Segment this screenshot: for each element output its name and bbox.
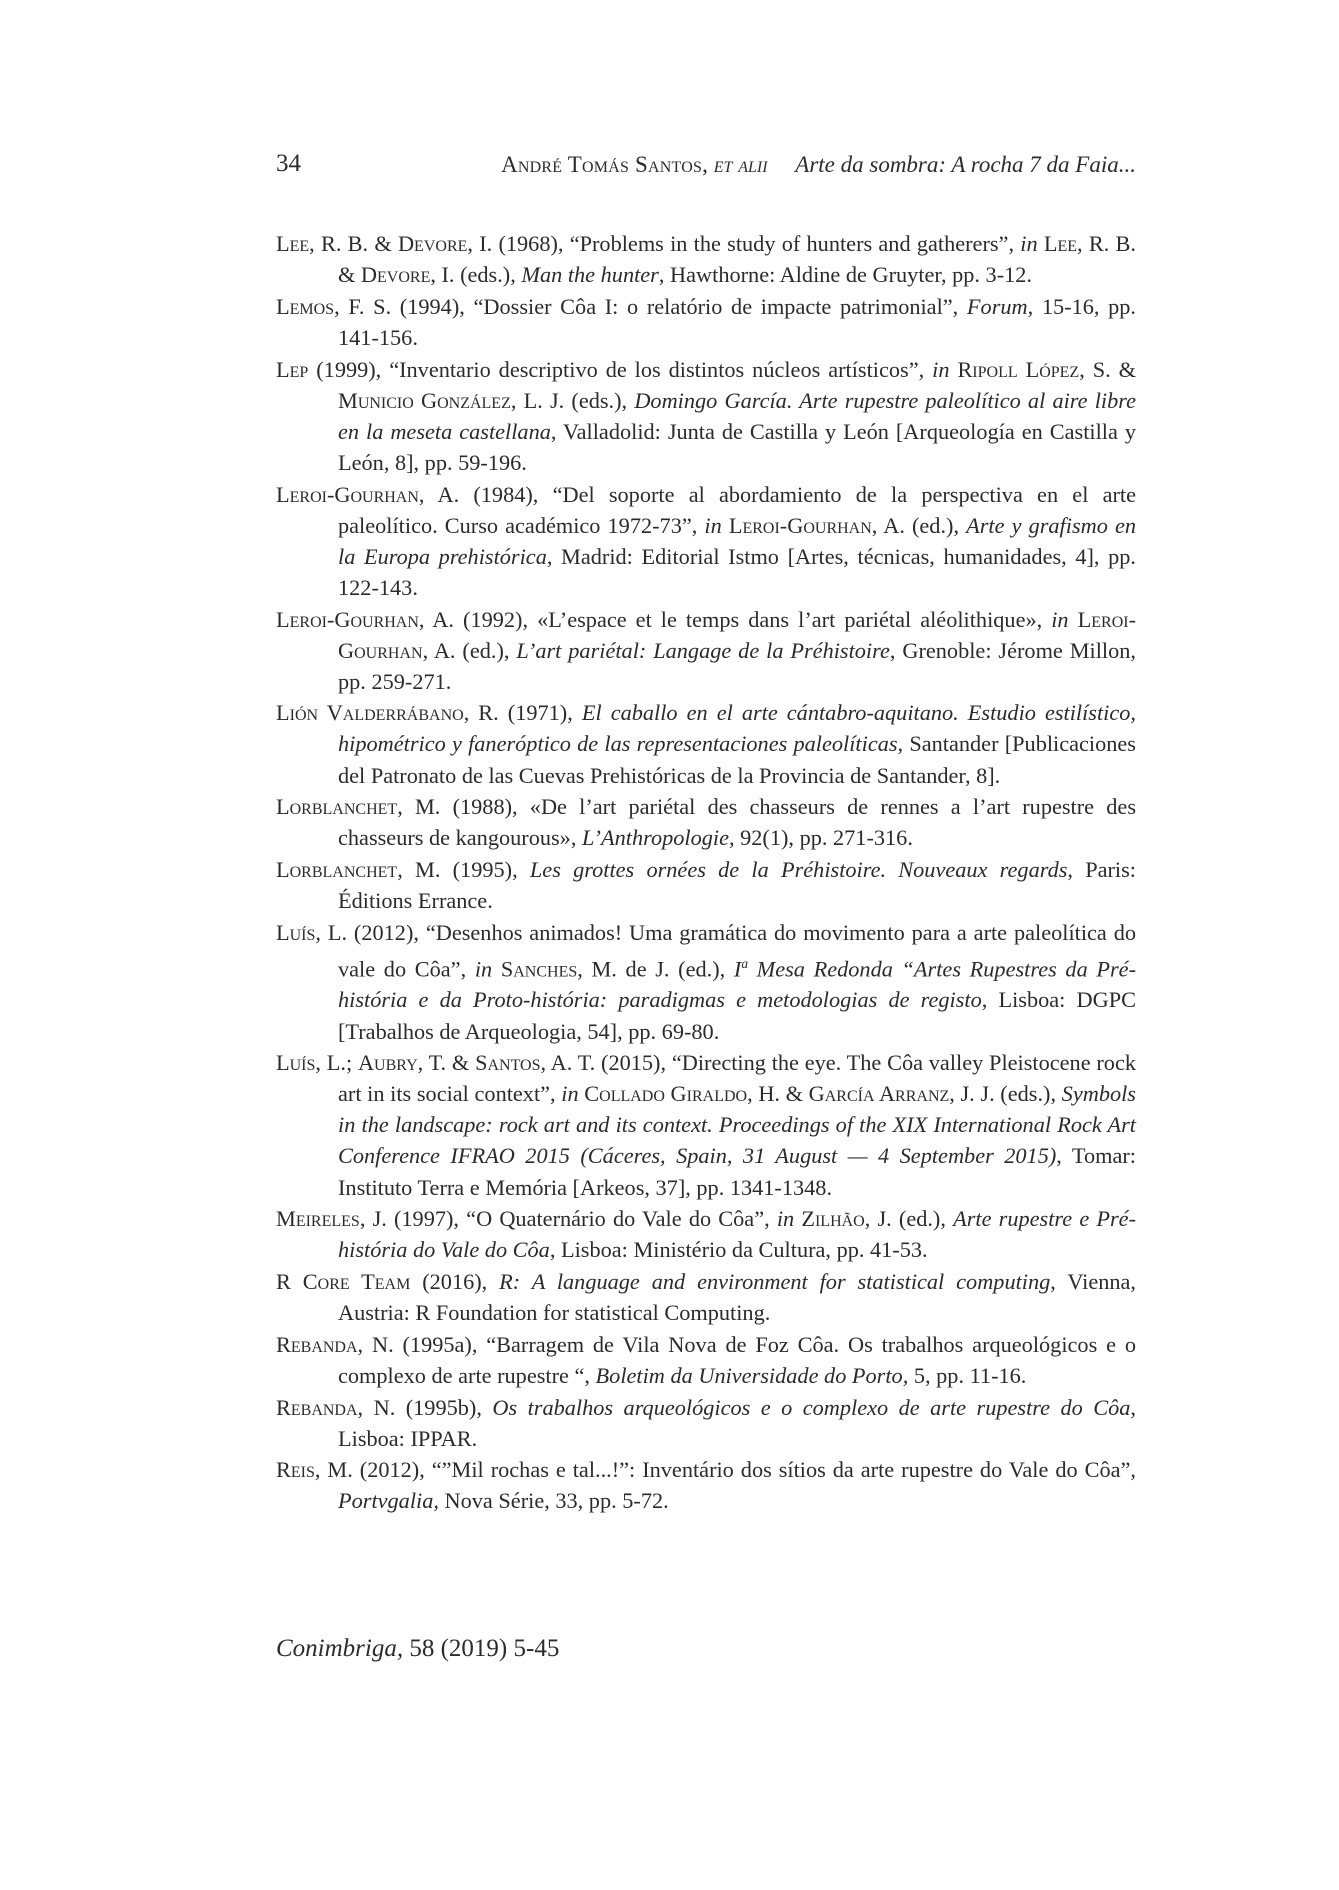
italic-text: in [1020, 231, 1038, 256]
italic-text: in [561, 1081, 579, 1107]
reference-text: , J. (ed.), [864, 1206, 954, 1232]
reference-text: , M. de J. (ed.), [577, 956, 734, 982]
author-name: Reis [276, 1457, 315, 1483]
reference-text [1069, 607, 1078, 632]
reference-entry [276, 697, 1136, 790]
reference-text: , M. (1995), [397, 857, 530, 883]
author-name: Lorblanchet [276, 857, 398, 883]
journal-footer [276, 1635, 559, 1663]
reference-text: , R. B. & [338, 231, 1136, 288]
reference-text: , Tomar: Instituto Terra e Memória [Arkeos, 37], pp. 1341-1348. [338, 1143, 1136, 1200]
italic-text: Mesa Redonda “Artes Rupestres da Pré-história e da Proto-história: paradigmas e metodologias de registo [338, 956, 1137, 1013]
reference-text: 5, pp. 11-16. [908, 1362, 1027, 1388]
italic-text: L’Anthropologie, [581, 825, 735, 851]
reference-text [492, 956, 501, 981]
running-head [276, 150, 1136, 186]
author-name: Lep [276, 356, 309, 382]
reference-text: , Madrid: Editorial Istmo [Artes, técnicas, humanidades, 4], pp. 122-143. [338, 543, 1136, 600]
reference-text: (2016), [410, 1269, 500, 1295]
author-name: Aubry [357, 1050, 418, 1076]
author-name: Leroi-Gourhan [338, 606, 1136, 663]
reference-entry [276, 1329, 1136, 1391]
reference-text: , A. (ed.), [422, 637, 517, 663]
reference-text: , S. & [1079, 356, 1136, 382]
italic-text: Arte rupestre e Pré-história do Vale do Côa [338, 1206, 1136, 1263]
author-name: Collado Giraldo [584, 1081, 748, 1107]
reference-entry [276, 604, 1136, 697]
superscript: a [741, 955, 748, 971]
italic-text: Portvgalia, [338, 1488, 439, 1514]
italic-text: in [776, 1206, 795, 1232]
italic-text: in [474, 956, 493, 982]
page-number: 34 [276, 150, 301, 177]
reference-text: 15-16, pp. 141-156. [338, 293, 1136, 350]
reference-text: , M. (2012), “”Mil rochas e tal...!”: Inventário dos sítios da arte rupestre do Vale do Côa”, [314, 1457, 1136, 1483]
reference-entry [276, 854, 1136, 916]
italic-text: in [1051, 606, 1069, 632]
author-name: Municio González [338, 387, 511, 413]
reference-text: , J. J. (eds.), [949, 1081, 1062, 1107]
author-name: Sanches [500, 956, 578, 982]
reference-text: (1999), “Inventario descriptivo de los distintos núcleos artísticos”, [308, 356, 933, 382]
reference-text: 92(1), pp. 271-316. [734, 825, 913, 851]
reference-entry [276, 1266, 1136, 1328]
reference-text: , Vienna, Austria: R Foundation for statistical Computing. [338, 1269, 1136, 1326]
running-head-title: Arte da sombra: A rocha 7 da Faia... [795, 152, 1136, 177]
reference-text: , A. (ed.), [871, 512, 967, 538]
reference-text: , L.; [315, 1050, 358, 1076]
reference-text: , Paris: Éditions Errance. [338, 857, 1137, 914]
reference-text: , Lisboa: DGPC [Trabalhos de Arqueologia, 54], pp. 69-80. [338, 987, 1136, 1044]
italic-text: El caballo en el arte cántabro-aquitano. Estudio estilístico, hipométrico y faneróptico de las representaciones paleolíticas [338, 700, 1136, 757]
author-name: García Arranz [808, 1081, 950, 1107]
reference-text: , M. (1988), «De l’art pariétal des chasseurs de rennes a l’art rupestre des chasseurs de kangourous», [338, 794, 1136, 851]
italic-text: in [932, 356, 950, 382]
italic-text: Symbols in the landscape: rock art and its context. Proceedings of the XIX International Rock Art Conference IFRAO 2015 (Cáceres, Spain, 31 August — 4 September 2015) [338, 1081, 1136, 1169]
reference-entry [276, 228, 1136, 290]
reference-text: , R. B. & [309, 231, 398, 256]
italic-text: R: A language and environment for statistical computing [499, 1269, 1051, 1295]
reference-entry [276, 1392, 1136, 1454]
reference-text: , H. & [747, 1081, 809, 1107]
reference-text: , N. (1995b), [357, 1394, 493, 1420]
reference-entry [276, 479, 1136, 603]
running-head-et-alii: et alii [713, 152, 768, 177]
author-name: Lión Valderrábano [276, 700, 464, 726]
italic-text: Domingo García. Arte rupestre paleolítico al aire libre en la meseta castellana [338, 387, 1136, 444]
running-head-right [501, 152, 1136, 178]
reference-text: , I. (eds.), [430, 262, 522, 288]
italic-text: Les grottes ornées de la Préhistoire. Nouveaux regards [529, 857, 1068, 883]
author-name: Devore [397, 231, 468, 256]
author-name: Lemos [276, 293, 335, 319]
reference-text: , N. (1995a), “Barragem de Vila Nova de Foz Côa. Os trabalhos arqueológicos e o complexo de arte rupestre “, [338, 1331, 1136, 1388]
reference-text: , Lisboa: Ministério da Cultura, pp. 41-53. [549, 1237, 928, 1263]
reference-entry [276, 791, 1136, 853]
author-name: Zilhão [801, 1206, 865, 1232]
italic-text: Forum, [966, 293, 1034, 319]
reference-text: , L. J. (eds.), [510, 387, 635, 413]
italic-text: Man the hunter [521, 262, 659, 288]
reference-text: , Grenoble: Jérome Millon, pp. 259-271. [338, 637, 1136, 694]
reference-text: , Lisboa: IPPAR. [338, 1394, 1136, 1451]
reference-text: , R. (1971), [463, 700, 582, 726]
reference-text: , A. (1992), «L’espace et le temps dans l’art pariétal aléolithique», [418, 606, 1052, 632]
italic-text: in [704, 512, 722, 538]
italic-text: Boletim da Universidade do Porto, [595, 1362, 909, 1388]
author-name: Leroi-Gourhan [728, 512, 872, 538]
reference-text [722, 513, 729, 538]
author-name: Lee [1043, 231, 1078, 256]
reference-text: , Santander [Publicaciones del Patronato de las Cuevas Prehistóricas de la Provincia de Santander, 8]. [338, 731, 1136, 788]
author-name: Devore [360, 262, 431, 288]
italic-text: Arte y grafismo en la Europa prehistórica [338, 512, 1137, 569]
reference-text: Nova Série, 33, pp. 5-72. [438, 1488, 669, 1514]
reference-entry [276, 354, 1136, 478]
italic-text: I [733, 956, 742, 982]
author-name: Lorblanchet [276, 794, 398, 820]
author-name: Lee [276, 231, 310, 256]
reference-text: , Valladolid: Junta de Castilla y León [Arqueología en Castilla y León, 8], pp. 59-196. [338, 418, 1136, 475]
footer-journal: Conimbriga, [276, 1635, 404, 1662]
reference-list [276, 228, 1136, 1517]
reference-text: , T. & [417, 1050, 476, 1076]
author-name: Rebanda [276, 1331, 358, 1357]
reference-entry [276, 1203, 1136, 1265]
author-name: Luís [276, 919, 316, 945]
reference-text: , A. (1984), “Del soporte al abordamiento de la perspectiva en el arte paleolítico. Curso académico 1972-73”, [338, 481, 1136, 538]
reference-entry [276, 291, 1136, 353]
reference-text: , A. T. (2015), “Directing the eye. The Côa valley Pleistocene rock art in its social context”, [338, 1050, 1136, 1107]
author-name: R Core Team [276, 1269, 411, 1295]
author-name: Leroi-Gourhan [276, 606, 419, 632]
italic-text: Os trabalhos arqueológicos e o complexo de arte rupestre do Côa [492, 1394, 1131, 1420]
reference-text: , Hawthorne: Aldine de Gruyter, pp. 3-12. [658, 262, 1032, 288]
reference-entry [276, 1454, 1136, 1516]
running-head-authors: André Tomás Santos, [501, 152, 709, 177]
italic-text: L’art pariétal: Langage de la Préhistoire [516, 637, 890, 663]
author-name: Ripoll López [957, 356, 1080, 382]
reference-text: , J. (1997), “O Quaternário do Vale do Côa”, [359, 1206, 777, 1232]
author-name: Santos [475, 1050, 541, 1076]
author-name: Rebanda [276, 1394, 358, 1420]
author-name: Meireles [276, 1206, 360, 1232]
author-name: Luís [276, 1050, 316, 1076]
footer-issue: 58 (2019) 5-45 [409, 1635, 560, 1662]
reference-entry [276, 1047, 1136, 1202]
reference-text: , I. (1968), “Problems in the study of hunters and gatherers”, [467, 231, 1021, 256]
reference-text: , F. S. (1994), “Dossier Côa I: o relatório de impacte patrimonial”, [334, 293, 967, 319]
reference-text: , L. (2012), “Desenhos animados! Uma gramática do movimento para a arte paleolítica do vale do Côa”, [315, 919, 1136, 982]
author-name: Leroi-Gourhan [276, 481, 419, 507]
reference-entry [276, 917, 1136, 1047]
